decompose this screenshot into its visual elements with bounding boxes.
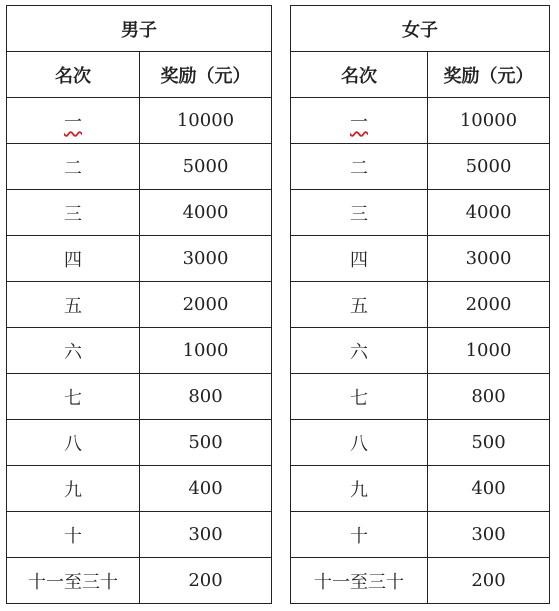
women-prize-table [290,5,550,604]
reward-cell: 3000 [428,236,550,282]
rank-label: 四 [64,249,82,271]
table-row [291,190,550,236]
reward-cell: 3000 [140,236,272,282]
table-row [291,282,550,328]
rank-label: 九 [64,479,82,501]
women-reward-header: 奖励（元） [428,52,550,98]
rank-cell [7,190,140,236]
rank-cell [7,374,140,420]
men-rows [7,98,272,604]
reward-cell: 5000 [428,144,550,190]
rank-cell [7,558,140,604]
rank-cell [291,328,428,374]
rank-label: 十一至三十 [28,571,118,593]
reward-cell: 200 [140,558,272,604]
reward-cell: 10000 [428,98,550,144]
rank-cell [7,236,140,282]
reward-cell: 2000 [428,282,550,328]
rank-label: 十 [350,525,368,547]
table-row [291,98,550,144]
rank-cell [291,98,428,144]
reward-cell: 800 [140,374,272,420]
rank-label: 二 [64,157,82,179]
women-title: 女子 [291,6,550,52]
reward-cell: 800 [428,374,550,420]
rank-label: 五 [350,295,368,317]
rank-label: 一 [64,111,82,133]
reward-cell: 5000 [140,144,272,190]
rank-label: 八 [350,433,368,455]
men-rank-header: 名次 [7,52,140,98]
reward-cell: 1000 [140,328,272,374]
table-row [7,512,272,558]
table-row [7,190,272,236]
rank-label: 十一至三十 [314,571,404,593]
table-row [7,328,272,374]
rank-label: 七 [64,387,82,409]
table-row [291,420,550,466]
rank-label: 二 [350,157,368,179]
rank-cell [7,98,140,144]
rank-label: 三 [350,203,368,225]
table-row [7,236,272,282]
table-row [7,98,272,144]
rank-label: 九 [350,479,368,501]
rank-label: 五 [64,295,82,317]
rank-label: 八 [64,433,82,455]
rank-label: 七 [350,387,368,409]
reward-cell: 300 [428,512,550,558]
reward-cell: 4000 [140,190,272,236]
table-row [7,420,272,466]
reward-cell: 2000 [140,282,272,328]
rank-cell [291,144,428,190]
rank-cell [7,282,140,328]
reward-cell: 400 [428,466,550,512]
table-row [291,328,550,374]
rank-cell [291,374,428,420]
rank-cell [291,466,428,512]
table-row [291,144,550,190]
men-prize-table [6,5,272,604]
table-row [7,374,272,420]
reward-cell: 200 [428,558,550,604]
women-rows [291,98,550,604]
rank-cell [291,190,428,236]
rank-label: 三 [64,203,82,225]
reward-cell: 500 [428,420,550,466]
rank-cell [291,282,428,328]
reward-cell: 4000 [428,190,550,236]
table-row [7,144,272,190]
rank-cell [7,328,140,374]
rank-cell [291,236,428,282]
table-row [291,466,550,512]
table-row [291,558,550,604]
rank-label: 四 [350,249,368,271]
rank-cell [7,144,140,190]
rank-label: 六 [350,341,368,363]
rank-cell [7,466,140,512]
table-row [7,282,272,328]
rank-label: 六 [64,341,82,363]
men-title: 男子 [7,6,272,52]
rank-label: 十 [64,525,82,547]
reward-cell: 300 [140,512,272,558]
rank-cell [291,420,428,466]
reward-cell: 500 [140,420,272,466]
rank-cell [7,420,140,466]
rank-label: 一 [350,111,368,133]
women-rank-header: 名次 [291,52,428,98]
men-reward-header: 奖励（元） [140,52,272,98]
rank-cell [291,558,428,604]
table-row [291,512,550,558]
reward-cell: 10000 [140,98,272,144]
table-row [291,374,550,420]
rank-cell [291,512,428,558]
table-row [291,236,550,282]
rank-cell [7,512,140,558]
table-row [7,558,272,604]
table-row [7,466,272,512]
reward-cell: 1000 [428,328,550,374]
reward-cell: 400 [140,466,272,512]
